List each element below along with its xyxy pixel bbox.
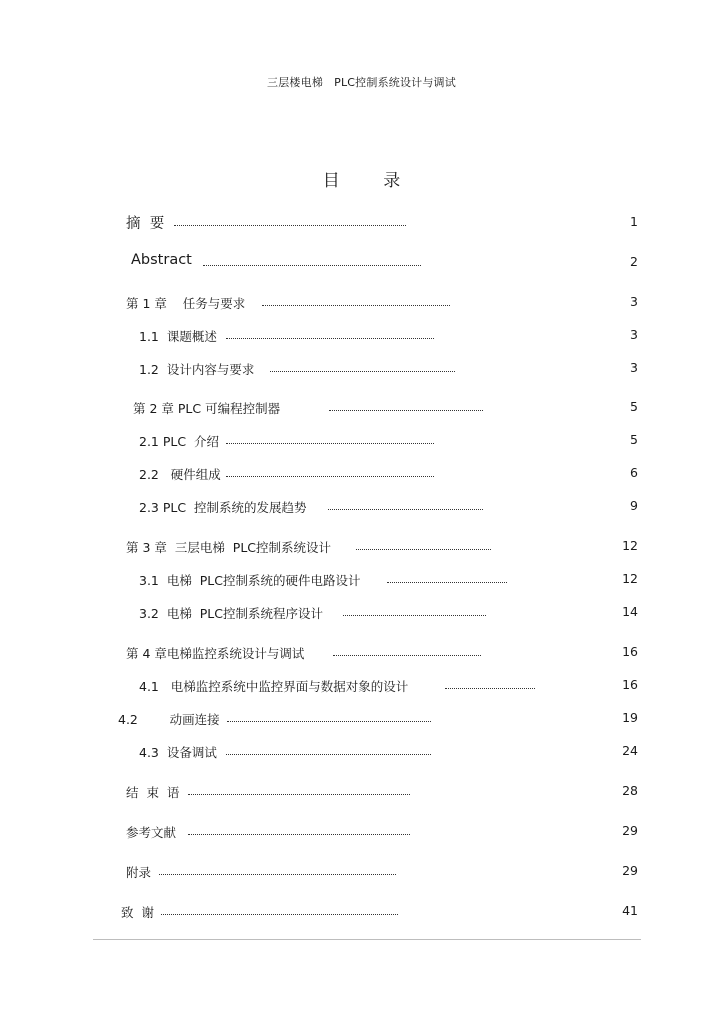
toc-entry-label: 摘 要	[126, 216, 165, 232]
toc-entry-label: 1.2 设计内容与要求	[139, 362, 255, 377]
toc-entry-label: 1.1 课题概述	[139, 329, 217, 344]
toc-entry-label: 第 1 章 任务与要求	[126, 296, 246, 311]
toc-dot-leader	[226, 476, 434, 477]
toc-dot-leader	[262, 305, 450, 306]
toc-dot-leader	[226, 443, 434, 444]
toc-dot-leader	[226, 754, 431, 755]
toc-dot-leader	[270, 371, 455, 372]
toc-entry-1-1[interactable]	[0, 327, 723, 347]
toc-entry-label: 第 3 章 三层电梯 PLC控制系统设计	[126, 540, 332, 555]
toc-entry-abstract-cn[interactable]	[0, 214, 723, 234]
toc-entry-page: 12	[622, 571, 638, 586]
footer-rule	[93, 939, 641, 940]
toc-entry-page: 41	[622, 903, 638, 918]
toc-entry-page: 28	[622, 783, 638, 798]
toc-entry-page: 3	[630, 294, 638, 309]
toc-entry-label: 4.1 电梯监控系统中监控界面与数据对象的设计	[139, 679, 409, 694]
toc-entry-2-1[interactable]	[0, 432, 723, 452]
toc-entry-label: 2.1 PLC 介绍	[139, 434, 220, 449]
toc-entry-3-1[interactable]	[0, 571, 723, 591]
toc-entry-page: 29	[622, 863, 638, 878]
toc-dot-leader	[356, 549, 491, 550]
toc-entry-page: 12	[622, 538, 638, 553]
toc-entry-appendix[interactable]	[0, 863, 723, 883]
toc-entry-3-2[interactable]	[0, 604, 723, 624]
toc-title: 目 录	[322, 171, 401, 191]
toc-dot-leader	[161, 914, 398, 915]
toc-dot-leader	[159, 874, 396, 875]
toc-dot-leader	[387, 582, 507, 583]
toc-entry-references[interactable]	[0, 823, 723, 843]
toc-entry-page: 3	[630, 327, 638, 342]
toc-entry-page: 2	[630, 254, 638, 269]
toc-dot-leader	[188, 794, 410, 795]
toc-entry-label: 4.3 设备调试	[139, 745, 217, 760]
toc-dot-leader	[174, 225, 406, 226]
toc-entry-chapter-3[interactable]	[0, 538, 723, 558]
toc-dot-leader	[329, 410, 483, 411]
toc-entry-label: 结 束 语	[126, 785, 180, 800]
toc-entry-4-1[interactable]	[0, 677, 723, 697]
toc-entry-page: 16	[622, 677, 638, 692]
toc-entry-label: Abstract	[131, 252, 192, 268]
toc-entry-2-3[interactable]	[0, 498, 723, 518]
toc-entry-label: 第 4 章电梯监控系统设计与调试	[126, 646, 305, 661]
toc-entry-page: 3	[630, 360, 638, 375]
toc-entry-page: 9	[630, 498, 638, 513]
toc-entry-4-2[interactable]	[0, 710, 723, 730]
toc-entry-label: 附录	[126, 865, 152, 880]
toc-dot-leader	[188, 834, 410, 835]
toc-entry-page: 29	[622, 823, 638, 838]
toc-entry-page: 6	[630, 465, 638, 480]
toc-dot-leader	[445, 688, 535, 689]
toc-entry-label: 3.1 电梯 PLC控制系统的硬件电路设计	[139, 573, 361, 588]
toc-entry-label: 3.2 电梯 PLC控制系统程序设计	[139, 606, 324, 621]
toc-entry-conclusion[interactable]	[0, 783, 723, 803]
toc-entry-page: 14	[622, 604, 638, 619]
toc-entry-chapter-1[interactable]	[0, 294, 723, 314]
toc-entry-page: 16	[622, 644, 638, 659]
toc-entry-acknowledgements[interactable]	[0, 903, 723, 923]
toc-entry-page: 19	[622, 710, 638, 725]
toc-entry-label: 2.2 硬件组成	[139, 467, 221, 482]
toc-entry-label: 2.3 PLC 控制系统的发展趋势	[139, 500, 307, 515]
toc-dot-leader	[227, 721, 431, 722]
toc-dot-leader	[226, 338, 434, 339]
toc-dot-leader	[203, 265, 421, 266]
toc-entry-abstract-en[interactable]	[0, 254, 723, 274]
toc-entry-page: 1	[630, 214, 638, 229]
toc-entry-label: 致 谢	[121, 905, 154, 920]
toc-entry-page: 5	[630, 432, 638, 447]
toc-dot-leader	[333, 655, 481, 656]
page-header: 三层楼电梯 PLC控制系统设计与调试	[267, 76, 456, 89]
toc-dot-leader	[343, 615, 486, 616]
toc-entry-4-3[interactable]	[0, 743, 723, 763]
toc-entry-1-2[interactable]	[0, 360, 723, 380]
toc-entry-2-2[interactable]	[0, 465, 723, 485]
toc-entry-page: 24	[622, 743, 638, 758]
toc-entry-label: 4.2 动画连接	[118, 712, 220, 727]
toc-entry-label: 第 2 章 PLC 可编程控制器	[133, 401, 281, 416]
toc-entry-page: 5	[630, 399, 638, 414]
toc-entry-chapter-2[interactable]	[0, 399, 723, 419]
toc-entry-label: 参考文献	[126, 825, 177, 840]
toc-entry-chapter-4[interactable]	[0, 644, 723, 664]
toc-dot-leader	[328, 509, 483, 510]
